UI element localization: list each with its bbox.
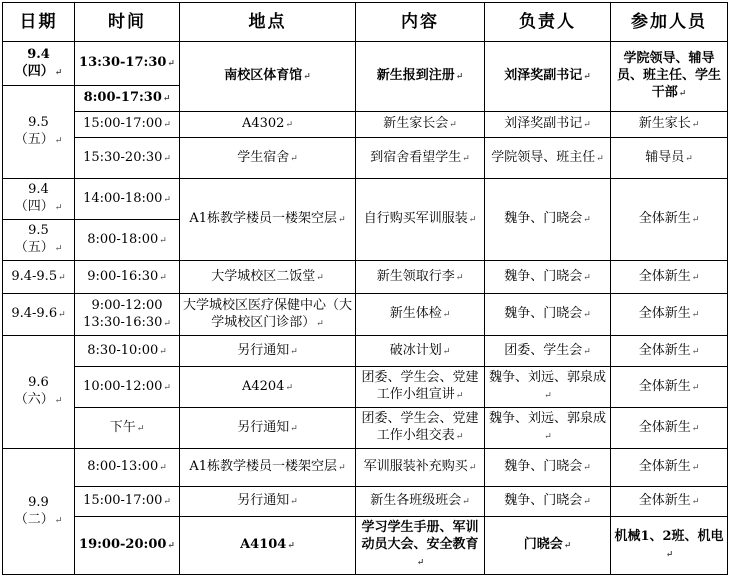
- table-row: [3, 336, 728, 367]
- participants-cell: 全体新生↵: [611, 261, 728, 294]
- paragraph-mark-icon: ↵: [316, 318, 324, 329]
- table-row: [3, 42, 728, 86]
- time-cell: 8:00-18:00↵: [75, 220, 180, 261]
- participants-cell: 全体新生↵: [611, 487, 728, 517]
- paragraph-mark-icon: ↵: [287, 541, 295, 551]
- location-cell: 南校区体育馆↵: [180, 42, 356, 112]
- paragraph-mark-icon: ↵: [691, 497, 700, 507]
- paragraph-mark-icon: ↵: [468, 215, 477, 225]
- time-cell: 下午↵: [75, 408, 180, 449]
- header-date: 日期: [3, 3, 75, 42]
- paragraph-mark-icon: ↵: [290, 346, 298, 357]
- paragraph-mark-icon: ↵: [163, 382, 171, 393]
- participants-cell: 全体新生↵: [611, 294, 728, 336]
- paragraph-mark-icon: ↵: [163, 153, 171, 164]
- date-cell: 9.9 （二）↵: [3, 449, 75, 575]
- person-cell: 刘泽奖副书记↵: [485, 42, 611, 112]
- person-cell: 魏争、门晓会↵: [485, 179, 611, 261]
- paragraph-mark-icon: ↵: [563, 541, 572, 551]
- paragraph-mark-icon: ↵: [159, 346, 167, 357]
- location-cell: 另行通知↵: [180, 487, 356, 517]
- location-cell: A1栋教学楼员一楼架空层↵: [180, 449, 356, 487]
- paragraph-mark-icon: ↵: [54, 136, 63, 146]
- content-cell: 破冰计划↵: [356, 336, 485, 367]
- person-cell: 魏争、刘远、郭泉成↵: [485, 408, 611, 449]
- paragraph-mark-icon: ↵: [442, 346, 451, 357]
- paragraph-mark-icon: ↵: [583, 215, 591, 225]
- paragraph-mark-icon: ↵: [163, 318, 171, 329]
- paragraph-mark-icon: ↵: [167, 59, 175, 69]
- table-row: [3, 408, 728, 449]
- date-cell: 9.6 （六）↵: [3, 336, 75, 449]
- participants-cell: 学院领导、辅导员、班主任、学生干部↵: [611, 42, 728, 112]
- paragraph-mark-icon: ↵: [544, 432, 552, 442]
- person-cell: 魏争、门晓会↵: [485, 261, 611, 294]
- table-row: [3, 487, 728, 517]
- date-cell: 9.4-9.6↵: [3, 294, 75, 336]
- paragraph-mark-icon: ↵: [416, 558, 425, 568]
- person-cell: 魏争、门晓会↵: [485, 294, 611, 336]
- header-time: 时间: [75, 3, 180, 42]
- paragraph-mark-icon: ↵: [583, 463, 591, 473]
- person-cell: 刘泽奖副书记↵: [485, 112, 611, 138]
- content-cell: 团委、学生会、党建工作小组宣讲↵: [356, 367, 485, 408]
- paragraph-mark-icon: ↵: [159, 463, 167, 473]
- content-cell: 学习学生手册、军训动员大会、安全教育↵: [356, 517, 485, 575]
- paragraph-mark-icon: ↵: [58, 310, 66, 320]
- paragraph-mark-icon: ↵: [583, 72, 591, 82]
- paragraph-mark-icon: ↵: [685, 153, 693, 164]
- participants-cell: 全体新生↵: [611, 336, 728, 367]
- date-cell: 9.4 （四）↵: [3, 42, 75, 86]
- content-cell: 新生领取行李↵: [356, 261, 485, 294]
- paragraph-mark-icon: ↵: [665, 549, 674, 560]
- paragraph-mark-icon: ↵: [583, 346, 591, 357]
- content-cell: 新生家长会↵: [356, 112, 485, 138]
- participants-cell: 辅导员↵: [611, 138, 728, 179]
- table-row: [3, 138, 728, 179]
- content-cell: 军训服装补充购买↵: [356, 449, 485, 487]
- paragraph-mark-icon: ↵: [691, 272, 700, 283]
- paragraph-mark-icon: ↵: [583, 497, 591, 507]
- time-cell: 15:00-17:00↵: [75, 112, 180, 138]
- paragraph-mark-icon: ↵: [338, 463, 346, 473]
- participants-cell: 全体新生↵: [611, 408, 728, 449]
- paragraph-mark-icon: ↵: [455, 432, 464, 442]
- paragraph-mark-icon: ↵: [596, 153, 604, 164]
- participants-cell: 全体新生↵: [611, 449, 728, 487]
- header-person: 负责人: [485, 3, 611, 42]
- paragraph-mark-icon: ↵: [691, 463, 700, 473]
- paragraph-mark-icon: ↵: [691, 423, 700, 434]
- paragraph-mark-icon: ↵: [54, 67, 63, 78]
- paragraph-mark-icon: ↵: [691, 346, 700, 357]
- paragraph-mark-icon: ↵: [462, 497, 470, 507]
- participants-cell: 全体新生↵: [611, 367, 728, 408]
- time-cell: 15:00-17:00↵: [75, 487, 180, 517]
- paragraph-mark-icon: ↵: [691, 382, 700, 393]
- participants-cell: 新生家长↵: [611, 112, 728, 138]
- paragraph-mark-icon: ↵: [54, 203, 63, 213]
- time-cell: 19:00-20:00↵: [75, 517, 180, 575]
- person-cell: 学院领导、班主任↵: [485, 138, 611, 179]
- paragraph-mark-icon: ↵: [691, 215, 700, 225]
- paragraph-mark-icon: ↵: [159, 272, 167, 283]
- location-cell: 大学城校区二饭堂↵: [180, 261, 356, 294]
- paragraph-mark-icon: ↵: [691, 120, 700, 130]
- paragraph-mark-icon: ↵: [159, 235, 167, 246]
- header-location: 地点: [180, 3, 356, 42]
- table-row: [3, 261, 728, 294]
- time-cell: 13:30-17:30↵: [75, 42, 180, 86]
- date-cell: 9.4-9.5↵: [3, 261, 75, 294]
- table-row: [3, 517, 728, 575]
- person-cell: 魏争、门晓会↵: [485, 487, 611, 517]
- time-cell: 15:30-20:30↵: [75, 138, 180, 179]
- table-row: [3, 367, 728, 408]
- location-cell: A4204↵: [180, 367, 356, 408]
- paragraph-mark-icon: ↵: [455, 272, 464, 283]
- participants-cell: 全体新生↵: [611, 179, 728, 261]
- paragraph-mark-icon: ↵: [54, 515, 63, 526]
- table-row: [3, 449, 728, 487]
- content-cell: 新生各班级班会↵: [356, 487, 485, 517]
- time-cell: 8:00-13:00↵: [75, 449, 180, 487]
- person-cell: 魏争、门晓会↵: [485, 449, 611, 487]
- paragraph-mark-icon: ↵: [285, 120, 294, 130]
- content-cell: 新生报到注册↵: [356, 42, 485, 112]
- paragraph-mark-icon: ↵: [338, 215, 346, 225]
- header-participants: 参加人员: [611, 3, 728, 42]
- header-content: 内容: [356, 3, 485, 42]
- date-cell: 9.4 （四）↵: [3, 179, 75, 220]
- paragraph-mark-icon: ↵: [583, 120, 591, 130]
- location-cell: A1栋教学楼员一楼架空层↵: [180, 179, 356, 261]
- table-row: [3, 112, 728, 138]
- time-cell: 8:30-10:00↵: [75, 336, 180, 367]
- date-cell: 9.5 （五）↵: [3, 220, 75, 261]
- table-row: [3, 179, 728, 220]
- paragraph-mark-icon: ↵: [54, 244, 63, 254]
- time-cell: 9:00-16:30↵: [75, 261, 180, 294]
- location-cell: 学生宿舍↵: [180, 138, 356, 179]
- paragraph-mark-icon: ↵: [455, 391, 464, 401]
- paragraph-mark-icon: ↵: [54, 396, 63, 406]
- time-cell: 8:00-17:30↵: [75, 86, 180, 112]
- time-cell: 10:00-12:00↵: [75, 367, 180, 408]
- paragraph-mark-icon: ↵: [290, 423, 298, 434]
- paragraph-mark-icon: ↵: [290, 153, 298, 164]
- location-cell: 另行通知↵: [180, 408, 356, 449]
- schedule-table: [2, 2, 728, 575]
- content-cell: 到宿舍看望学生↵: [356, 138, 485, 179]
- content-cell: 团委、学生会、党建工作小组交表↵: [356, 408, 485, 449]
- time-cell: 14:00-18:00↵: [75, 179, 180, 220]
- content-cell: 新生体检↵: [356, 294, 485, 336]
- content-cell: 自行购买军训服装↵: [356, 179, 485, 261]
- paragraph-mark-icon: ↵: [442, 310, 451, 320]
- paragraph-mark-icon: ↵: [163, 120, 171, 130]
- location-cell: A4104↵: [180, 517, 356, 575]
- paragraph-mark-icon: ↵: [58, 272, 66, 283]
- paragraph-mark-icon: ↵: [163, 194, 171, 205]
- header-row: [3, 3, 728, 42]
- paragraph-mark-icon: ↵: [285, 382, 294, 393]
- person-cell: 门晓会↵: [485, 517, 611, 575]
- paragraph-mark-icon: ↵: [316, 272, 324, 283]
- paragraph-mark-icon: ↵: [468, 463, 477, 473]
- paragraph-mark-icon: ↵: [167, 541, 175, 551]
- paragraph-mark-icon: ↵: [544, 391, 552, 401]
- paragraph-mark-icon: ↵: [449, 120, 457, 130]
- paragraph-mark-icon: ↵: [290, 497, 298, 507]
- paragraph-mark-icon: ↵: [455, 72, 464, 82]
- paragraph-mark-icon: ↵: [691, 310, 700, 320]
- person-cell: 魏争、刘远、郭泉成↵: [485, 367, 611, 408]
- paragraph-mark-icon: ↵: [583, 310, 591, 320]
- location-cell: 另行通知↵: [180, 336, 356, 367]
- table-row: [3, 294, 728, 336]
- time-cell: 9:00-12:00 13:30-16:30↵: [75, 294, 180, 336]
- paragraph-mark-icon: ↵: [583, 272, 591, 283]
- paragraph-mark-icon: ↵: [162, 94, 171, 104]
- location-cell: A4302↵: [180, 112, 356, 138]
- paragraph-mark-icon: ↵: [136, 423, 145, 434]
- paragraph-mark-icon: ↵: [163, 497, 171, 507]
- person-cell: 团委、学生会↵: [485, 336, 611, 367]
- participants-cell: 机械1、2班、机电↵: [611, 517, 728, 575]
- paragraph-mark-icon: ↵: [678, 89, 687, 99]
- paragraph-mark-icon: ↵: [462, 153, 470, 164]
- location-cell: 大学城校区医疗保健中心（大学城校区门诊部）↵: [180, 294, 356, 336]
- paragraph-mark-icon: ↵: [303, 72, 311, 82]
- date-cell: 9.5 （五）↵: [3, 86, 75, 179]
